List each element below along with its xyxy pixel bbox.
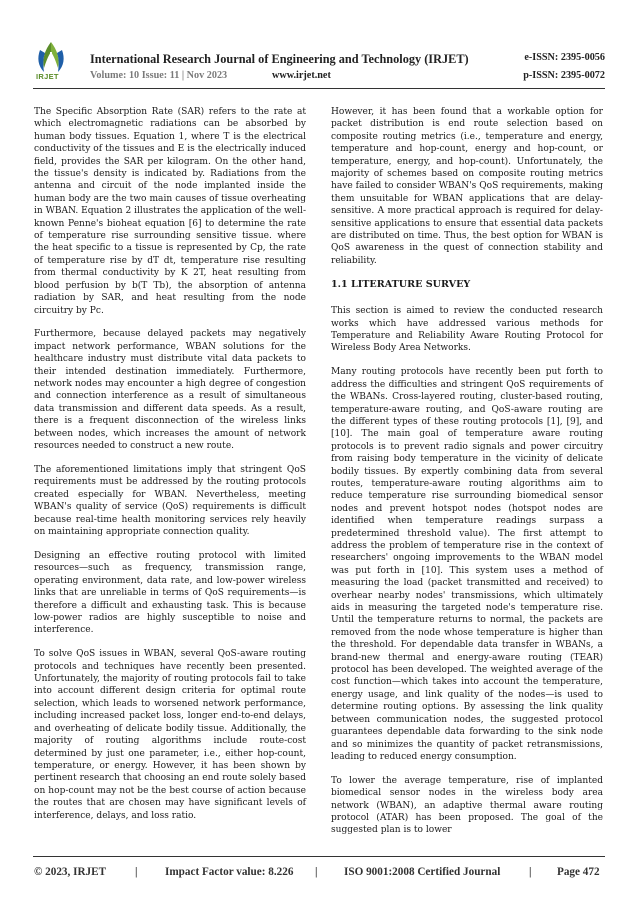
footer-copyright: © 2023, IRJET bbox=[34, 866, 107, 878]
body-paragraph: This section is aimed to review the conducted research works which have addressed various methods for Temperature and Reliability Aware Routing Protocol for Wireless Body Area Networks. bbox=[331, 306, 603, 354]
body-paragraph: To lower the average temperature, rise of implanted biomedical sensor nodes in the wireless body area network (WBAN), an adaptive thermal aware routing protocol (ATAR) has been proposed. The goal of the suggested plan is to lower bbox=[331, 775, 603, 836]
body-paragraph: To solve QoS issues in WBAN, several QoS-aware routing protocols and techniques have recently been presented. Unfortunately, the majority of routing protocols fail to take into account different design criteria for optimal route selection, which leads to worsened network performance, including increased packet loss, longer end-to-end delays, and overheating of delicate bodily tissue. Additionally, the majority of routing algorithms include route-cost determined by just one parameter, i.e., either hop-count, temperature, or energy. However, it has been shown by pertinent research that choosing an end route solely based on hop-count may not be the best course of action because the routes that are chosen may have significant levels of interference, delays, and loss ratio. bbox=[34, 649, 306, 821]
journal-website-link[interactable]: www.irjet.net bbox=[272, 70, 331, 81]
footer-impact-factor: Impact Factor value: 8.226 bbox=[165, 866, 294, 878]
journal-title: International Research Journal of Engineering and Technology (IRJET) bbox=[90, 52, 469, 66]
body-paragraph: The Specific Absorption Rate (SAR) refers to the rate at which electromagnetic radiations can be absorbed by human body tissues. Equation 1, where T is the electrical conductivity of the tissues and E is the electrically induced field, provides the SAR per kilogram. On the other hand, the tissue's density is indicated by. Radiations from the antenna and circuit of the node implanted inside the human body are the two main causes of tissue overheating in WBAN. Equation 2 illustrates the application of the well-known Penne's bioheat equation [6] to determine the rate of temperature rise surrounding sensitive tissue. where the heat specific to a tissue is represented by Cp, the rate of temperature rise by dT dt, temperature rise resulting from thermal conductivity by K 2T, heat resulting from blood perfusion by b(T Tb), the absorption of antenna radiation by SAR, and heat resulting from the node circuitry by Pc. bbox=[34, 107, 306, 316]
header-divider bbox=[33, 88, 605, 89]
volume-issue: Volume: 10 Issue: 11 | Nov 2023 bbox=[90, 70, 228, 81]
body-paragraph: The aforementioned limitations imply that stringent QoS requirements must be addressed by the routing protocols created especially for WBAN. Nevertheless, meeting WBAN's quality of service (QoS) requirements is difficult because real-time health monitoring services rely heavily on maintaining appropriate connection quality. bbox=[34, 464, 306, 537]
footer-divider bbox=[33, 856, 605, 857]
p-issn: p-ISSN: 2395-0072 bbox=[523, 70, 605, 81]
footer-separator: | bbox=[315, 866, 318, 878]
e-issn: e-ISSN: 2395-0056 bbox=[524, 52, 605, 63]
body-paragraph: However, it has been found that a workable option for packet distribution is end route selection based on composite routing metrics (i.e., temperature and energy, temperature and hop-count, energy and hop-count, or temperature, energy, and hop-count). Unfortunately, the majority of schemes based on composite routing metrics have failed to consider WBAN's QoS requirements, making them unsuitable for WBAN applications that are delay-sensitive. A more practical approach is required for delay-sensitive applications to ensure that essential data packets are distributed on time. Thus, the best option for WBAN is QoS awareness in the quest of connection stability and reliability. bbox=[331, 107, 603, 266]
section-heading: 1.1 LITERATURE SURVEY bbox=[331, 278, 471, 290]
body-paragraph: Designing an effective routing protocol with limited resources—such as frequency, transmission range, operating environment, data rate, and low-power wireless links that are unreliable in terms of QoS requirements—is therefore a difficult and exhausting task. This is because low-power radios are highly susceptible to noise and interference. bbox=[34, 550, 306, 636]
left-column bbox=[34, 106, 306, 833]
footer-page-number: Page 472 bbox=[557, 866, 600, 878]
page-header bbox=[0, 0, 638, 92]
logo-text: IRJET bbox=[36, 72, 59, 81]
footer-separator: | bbox=[135, 866, 138, 878]
footer-separator: | bbox=[529, 866, 532, 878]
body-paragraph: Furthermore, because delayed packets may negatively impact network performance, WBAN solutions for the healthcare industry must distribute vital data packets to their intended destination immediately. Furthermore, network nodes may encounter a high degree of congestion and connection interference as a result of simultaneous data transmission and different data speeds. As a result, there is a frequent disconnection of the wireless links between nodes, which increases the amount of network resources needed to construct a new route. bbox=[34, 329, 306, 452]
body-paragraph: Many routing protocols have recently been put forth to address the difficulties and stringent QoS requirements of the WBANs. Cross-layered routing, cluster-based routing, temperature-aware routing, and QoS-aware routing are the different types of these routing protocols [1], [9], and [10]. The main goal of temperature aware routing protocols is to prevent radio signals and power circuitry from raising body temperature in the vicinity of delicate bodily tissues. By expertly combining data from several routes, temperature-aware routing algorithms aim to reduce temperature rise surrounding biomedical sensor nodes and prevent hotspot nodes (hotspot nodes are identified when temperature readings surpass a predetermined threshold value). The first attempt to address the problem of temperature rise in the context of researchers' ongoing improvements to the WBAN model was put forth in [10]. This system uses a method of measuring the load (packet transmitted and received) to overhear nearby nodes' transmissions, which ultimately aids in measuring the targeted node's temperature rise. Until the temperature returns to normal, the packets are removed from the node whose temperature is higher than the threshold. For dependable data transfer in WBANs, a brand-new thermal and energy-aware routing (TEAR) protocol has been developed. The weighted average of the cost function—which takes into account the temperature, energy usage, and link quality of the nodes—is used to determine routing options. By assessing the link quality between communication nodes, the suggested protocol guarantees dependable data forwarding to the sink node and so minimizes the quantity of packet retransmissions, leading to reduced energy consumption. bbox=[331, 367, 603, 762]
right-column bbox=[331, 106, 603, 848]
footer-iso: ISO 9001:2008 Certified Journal bbox=[344, 866, 501, 878]
